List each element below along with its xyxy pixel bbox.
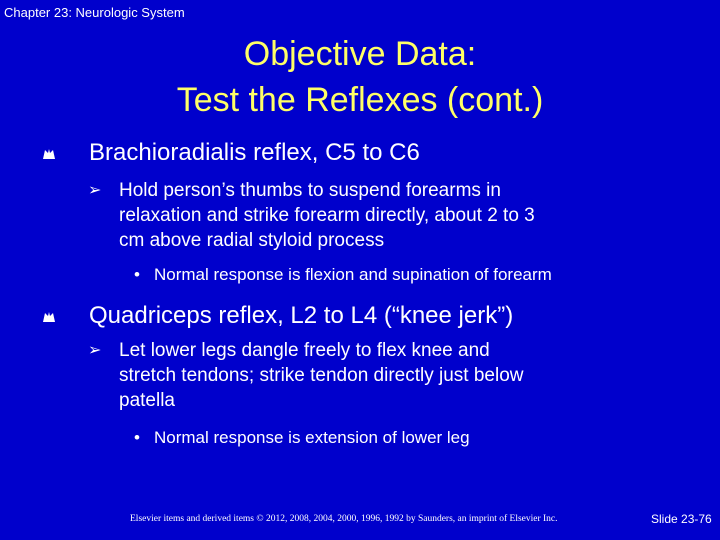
sub-line: relaxation and strike forearm directly, about 2 to 3	[119, 205, 535, 226]
slide-number: Slide 23-76	[651, 512, 712, 526]
title-line-2: Test the Reflexes (cont.)	[176, 81, 544, 119]
bullet-text: Quadriceps reflex, L2 to L4 (“knee jerk”)	[89, 302, 514, 329]
dot-bullet-icon: •	[134, 428, 140, 447]
bullet-text: Brachioradialis reflex, C5 to C6	[89, 139, 420, 166]
sub-line: stretch tendons; strike tendon directly just below	[119, 365, 524, 386]
copyright-footer: Elsevier items and derived items © 2012, 2008, 2004, 2000, 1996, 1992 by Saunders, an imprint of Elsevier Inc.	[130, 514, 558, 524]
detail-text: Normal response is extension of lower leg	[154, 428, 470, 447]
arrow-bullet-icon: ➢	[88, 342, 102, 359]
slide-title	[0, 31, 720, 123]
bullet-icon	[42, 311, 56, 323]
sub-line: cm above radial styloid process	[119, 230, 385, 251]
bullet-icon	[42, 148, 56, 160]
sub-line: patella	[119, 390, 175, 411]
arrow-bullet-icon: ➢	[88, 182, 102, 199]
detail-text: Normal response is flexion and supination of forearm	[154, 265, 552, 284]
chapter-label: Chapter 23: Neurologic System	[4, 5, 185, 20]
sub-line: Let lower legs dangle freely to flex knee and	[119, 340, 490, 361]
sub-line: Hold person’s thumbs to suspend forearms in	[119, 180, 501, 201]
title-line-1: Objective Data:	[243, 35, 477, 73]
dot-bullet-icon: •	[134, 265, 140, 284]
